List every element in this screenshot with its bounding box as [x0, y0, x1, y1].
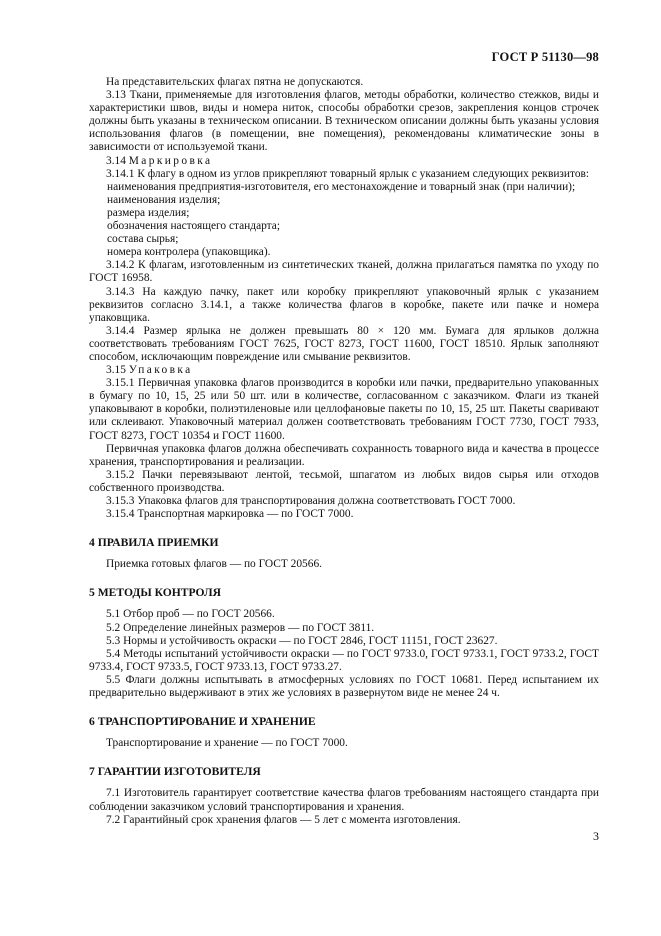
paragraph-5-4: 5.4 Методы испытаний устойчивости окраски — по ГОСТ 9733.0, ГОСТ 9733.1, ГОСТ 9733.2, ГОСТ 9733.4, ГОСТ 9733.5, ГОСТ 9733.13, ГОСТ 9733.27. [89, 647, 599, 673]
standard-code-header: ГОСТ Р 51130—98 [491, 50, 599, 64]
list-item: номера контролера (упаковщика). [107, 246, 271, 259]
list-item: наименования предприятия-изготовителя, его местонахождение и товарный знак (при наличии); [107, 180, 576, 193]
paragraph-5-1: 5.1 Отбор проб — по ГОСТ 20566. [106, 608, 275, 621]
paragraph-3-14-3: 3.14.3 На каждую пачку, пакет или коробку прикрепляют упаковочный ярлык с указанием реквизитов согласно 3.14.1, а также количества флагов в коробке, пакете или пачке и номера упаковщика. [89, 285, 599, 324]
paragraph: Первичная упаковка флагов должна обеспечивать сохранность товарного вида и качества в процессе хранения, транспортирования и реализации. [89, 442, 599, 468]
paragraph-5-2: 5.2 Определение линейных размеров — по ГОСТ 3811. [106, 621, 375, 634]
paragraph-3-14-2: 3.14.2 К флагам, изготовленным из синтетических тканей, должна прилагаться памятка по уходу по ГОСТ 16958. [89, 259, 599, 285]
paragraph: Приемка готовых флагов — по ГОСТ 20566. [106, 558, 322, 571]
list-item: размера изделия; [107, 206, 190, 219]
subsection-number: 3.14 [106, 154, 129, 167]
label-requisites-list [89, 181, 599, 260]
subsection-title: Маркировка [128, 154, 213, 167]
page-number: 3 [593, 829, 599, 843]
section-heading-4: 4 ПРАВИЛА ПРИЕМКИ [89, 536, 219, 550]
paragraph-5-5: 5.5 Флаги должны испытывать в атмосферных условиях по ГОСТ 10681. Перед испытанием их предварительно выдерживают в этих же условиях в развернутом виде не менее 24 ч. [89, 673, 599, 700]
paragraph-3-15-4: 3.15.4 Транспортная маркировка — по ГОСТ 7000. [106, 508, 354, 521]
subsection-number: 3.15 [106, 364, 129, 377]
section-heading-7: 7 ГАРАНТИИ ИЗГОТОВИТЕЛЯ [89, 765, 261, 779]
list-item: состава сырья; [107, 233, 179, 246]
subsection-heading-marking [89, 155, 599, 168]
section-heading-6: 6 ТРАНСПОРТИРОВАНИЕ И ХРАНЕНИЕ [89, 715, 316, 729]
list-item: наименования изделия; [107, 193, 221, 206]
subsection-title: Упаковка [128, 364, 193, 377]
paragraph-3-14-4: 3.14.4 Размер ярлыка не должен превышать 80 × 120 мм. Бумага для ярлыков должна соответствовать требованиям ГОСТ 7625, ГОСТ 8273, ГОСТ 11600, ГОСТ 18510. Ярлык заполняют способом, исключающим повреждение или смывание реквизитов. [89, 324, 599, 363]
paragraph: На представительских флагах пятна не допускаются. [106, 76, 364, 88]
document-body [89, 76, 599, 827]
list-item: обозначения настоящего стандарта; [107, 220, 281, 233]
section-heading-5: 5 МЕТОДЫ КОНТРОЛЯ [89, 586, 222, 600]
paragraph-5-3: 5.3 Нормы и устойчивость окраски — по ГОСТ 2846, ГОСТ 11151, ГОСТ 23627. [106, 634, 498, 647]
paragraph-3-14-1: 3.14.1 К флагу в одном из углов прикрепляют товарный ярлык с указанием следующих реквизитов: [106, 167, 590, 180]
paragraph-7-1: 7.1 Изготовитель гарантирует соответствие качества флагов требованиям настоящего стандарта при соблюдении заказчиком условий транспортирования и хранения. [89, 787, 599, 813]
subsection-heading-packaging [89, 364, 599, 377]
paragraph-3-15-1: 3.15.1 Первичная упаковка флагов производится в коробки или пачки, предварительно упакованных в бумагу по 10, 15, 25 или 50 шт. или в количестве, согласованном с заказчиком. Флаги из тканей упаковывают в коробки, полиэтиленовые или целлофановые пакеты по 10, 15, 25 шт. Пакеты сваривают или склеивают. Упаковочный материал должен соответствовать требованиям ГОСТ 7730, ГОСТ 7933, ГОСТ 8273, ГОСТ 10354 и ГОСТ 11600. [89, 377, 599, 442]
paragraph: Транспортирование и хранение — по ГОСТ 7000. [106, 737, 348, 750]
paragraph-3-15-3: 3.15.3 Упаковка флагов для транспортирования должна соответствовать ГОСТ 7000. [106, 495, 516, 507]
paragraph-3-15-2: 3.15.2 Пачки перевязывают лентой, тесьмой, шпагатом из любых видов сырья или отходов собственного производства. [89, 468, 599, 494]
paragraph-3-13: 3.13 Ткани, применяемые для изготовления флагов, методы обработки, количество стежков, виды и характеристики швов, виды и номера ниток, способы обработки срезов, закрепления концов строчек должны быть указаны в техническом описании. В техническом описании должны быть указаны условия использования флагов (в помещении, вне помещения), рекомендованы климатические зоны в зависимости от используемой ткани. [89, 89, 599, 154]
paragraph-7-2: 7.2 Гарантийный срок хранения флагов — 5 лет с момента изготовления. [106, 813, 461, 826]
